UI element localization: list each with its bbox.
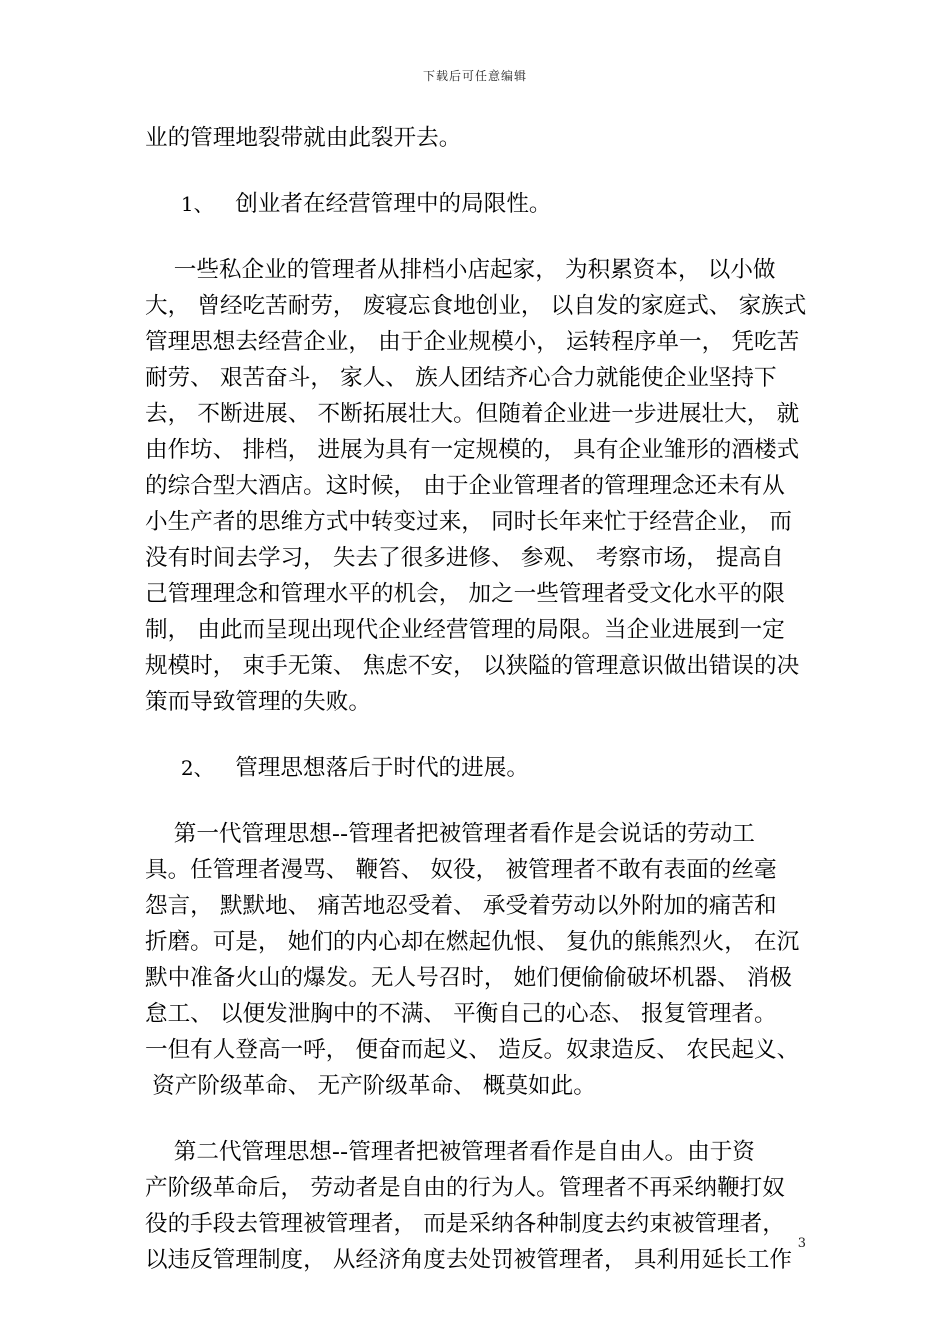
section-heading-1	[145, 186, 825, 222]
section-heading-2	[145, 750, 825, 786]
section-title: 管理思想落后于时代的进展。	[235, 755, 529, 781]
paragraph-line: 策而导致管理的失败。	[145, 689, 371, 715]
paragraph-line: 业的管理地裂带就由此裂开去。	[145, 125, 462, 151]
paragraph-line: 产阶级革命后， 劳动者是自由的行为人。管理者不再采纳鞭打奴	[145, 1175, 785, 1201]
paragraph-line: 小生产者的思维方式中转变过来， 同时长年来忙于经营企业， 而	[145, 509, 792, 535]
paragraph-line: 以违反管理制度， 从经济角度去处罚被管理者， 具利用延长工作	[145, 1247, 792, 1273]
paragraph-line: 役的手段去管理被管理者， 而是采纳各种制度去约束被管理者，	[145, 1211, 785, 1237]
section-number: 2、	[180, 756, 214, 780]
section-title: 创业者在经营管理中的局限性。	[235, 191, 552, 217]
paragraph-line: 一但有人登高一呼， 便奋而起义、 造反。奴隶造反、 农民起义、	[145, 1037, 800, 1063]
section-number: 1、	[180, 192, 214, 216]
paragraph-line: 一些私企业的管理者从排档小店起家， 为积累资本， 以小做	[145, 257, 776, 283]
document-body	[145, 120, 825, 1278]
paragraph-line: 制， 由此而呈现出现代企业经营管理的局限。当企业进展到一定	[145, 617, 785, 643]
paragraph-line: 规模时， 束手无策、 焦虑不安， 以狭隘的管理意识做出错误的决	[145, 653, 800, 679]
paragraph-line: 大， 曾经吃苦耐劳， 废寝忘食地创业， 以自发的家庭式、 家族式	[145, 293, 807, 319]
paragraph-line: 由作坊、 排档， 进展为具有一定规模的， 具有企业雏形的酒楼式	[145, 437, 800, 463]
paragraph-line: 怨言， 默默地、 痛苦地忍受着、 承受着劳动以外附加的痛苦和	[145, 893, 777, 919]
page-number: 3	[797, 1236, 806, 1251]
paragraph-line: 默中准备火山的爆发。无人号召时， 她们便偷偷破坏机器、 消极	[145, 965, 792, 991]
paragraph-line: 管理思想去经营企业， 由于企业规模小， 运转程序单一， 凭吃苦	[145, 329, 800, 355]
paragraph-line: 具。任管理者漫骂、 鞭笞、 奴役， 被管理者不敢有表面的丝毫	[145, 857, 777, 883]
paragraph-line: 的综合型大酒店。这时候， 由于企业管理者的管理理念还未有从	[145, 473, 785, 499]
page-header: 下载后可任意编辑	[422, 69, 527, 83]
paragraph-line: 耐劳、 艰苦奋斗， 家人、 族人团结齐心合力就能使企业坚持下	[145, 365, 777, 391]
paragraph-line: 第二代管理思想--管理者把被管理者看作是自由人。由于资	[145, 1139, 755, 1165]
paragraph-line: 第一代管理思想--管理者把被管理者看作是会说话的劳动工	[145, 821, 755, 847]
paragraph-line: 折磨。可是， 她们的内心却在燃起仇恨、 复仇的熊熊烈火， 在沉	[145, 929, 800, 955]
paragraph-line: 己管理理念和管理水平的机会， 加之一些管理者受文化水平的限	[145, 581, 785, 607]
paragraph-line: 怠工、 以便发泄胸中的不满、 平衡自己的心态、 报复管理者。	[145, 1001, 777, 1027]
paragraph-line: 没有时间去学习， 失去了很多进修、 参观、 考察市场， 提高自	[145, 545, 784, 571]
paragraph-line: 资产阶级革命、 无产阶级革命、 概莫如此。	[145, 1073, 596, 1099]
paragraph-line: 去， 不断进展、 不断拓展壮大。但随着企业进一步进展壮大， 就	[145, 401, 800, 427]
